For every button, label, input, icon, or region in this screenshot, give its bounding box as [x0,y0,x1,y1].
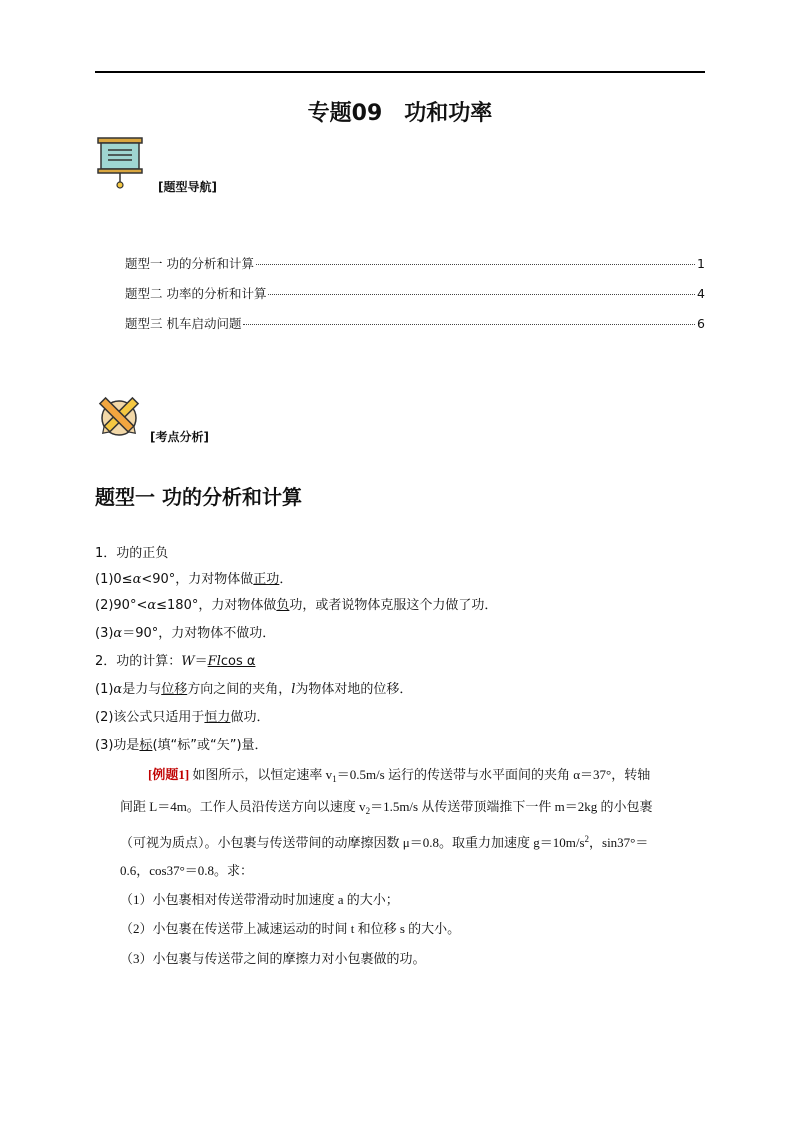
toc-item-page: 6 [697,316,705,331]
example-label: [例题1] [148,767,190,782]
toc-item-page: 1 [697,256,705,271]
content-line: (2)90°<α≤180°，力对物体做负功，或者说物体克服这个力做了功． [95,598,498,613]
content-line: 1．功的正负 [95,546,169,561]
presentation-board-icon [95,136,145,190]
section-heading: 题型一 功的分析和计算 [95,485,302,509]
toc-item-page: 4 [697,286,705,301]
example-question: （1）小包裹相对传送带滑动时加速度 a 的大小； [120,892,399,907]
page-title [0,96,800,127]
content-line: (1)α是力与位移方向之间的夹角，l为物体对地的位移． [95,682,413,697]
example-line: [例题1] 如图所示，以恒定速率 $v_1=0.5m/s$ 运行的传送带与水平面间的夹角 α＝37°，转轴 [148,767,651,784]
title-topic-number: 专题09 [307,101,383,126]
toc-item[interactable] [125,314,705,332]
content-line: (3)功是标(填“标”或“矢”)量． [95,738,268,753]
crossed-pencils-icon [95,394,143,440]
header-rule [95,71,705,73]
toc-item[interactable] [125,284,705,302]
example-line: 间距 L＝4m。工作人员沿传送方向以速度 $v_2=1.5m/s$ 从传送带顶端推下一件 m＝2kg 的小包裹 [120,799,653,816]
content-line: (3)α＝90°，力对物体不做功． [95,626,276,641]
toc-item[interactable] [125,254,705,272]
example-line: 0.6，cos37°＝0.8。求： [120,863,254,878]
analysis-label: [考点分析] [150,430,209,444]
content-line: 2．功的计算：W＝Flcos α [95,654,256,669]
content-line: (2)该公式只适用于恒力做功． [95,710,270,725]
toc-item-label: 题型二 功率的分析和计算 [125,286,267,301]
content-line: (1)0≤α<90°，力对物体做正功． [95,572,293,587]
example-question: （2）小包裹在传送带上减速运动的时间 t 和位移 s 的大小。 [120,921,461,936]
toc-item-label: 题型一 功的分析和计算 [125,256,254,271]
example-line: （可视为质点）。小包裹与传送带间的动摩擦因数 μ＝0.8。取重力加速度 $g=10m/s^2$，sin37°＝ [120,834,649,850]
nav-label: [题型导航] [158,180,217,194]
example-question: （3）小包裹与传送带之间的摩擦力对小包裹做的功。 [120,951,426,966]
toc-item-label: 题型三 机车启动问题 [125,316,242,331]
title-topic-name: 功和功率 [404,101,493,126]
